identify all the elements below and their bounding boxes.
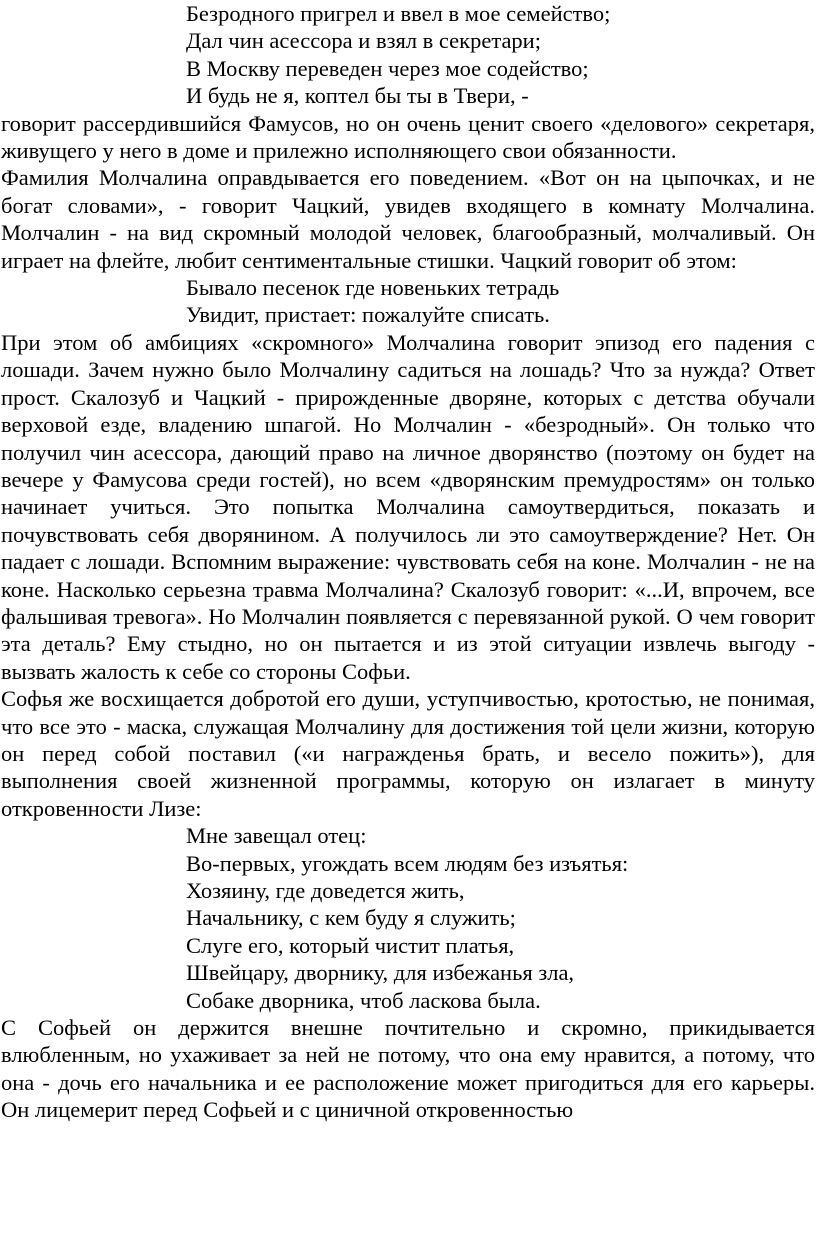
verse-line: Дал чин асессора и взял в секретари; bbox=[186, 28, 541, 54]
verse-quote-molchalin bbox=[0, 822, 816, 1014]
paragraph-sofia: Софья же восхищается добротой его души, уступчивостью, кротостью, не понимая, что все это - маска, служащая Молчалину для достижения той цели жизни, которую он перед собой поставил («и награжденья брать, и весело пожить»), для выполнения своей жизненной программы, которую он излагает в минуту откровенности Лизе: bbox=[1, 686, 815, 821]
verse-line: Хозяину, где доведется жить, bbox=[186, 878, 465, 903]
verse-line: Начальнику, с кем буду я служить; bbox=[186, 905, 516, 931]
verse-quote-chatsky bbox=[0, 274, 816, 329]
paragraph-ambitions: При этом об амбициях «скромного» Молчалина говорит эпизод его падения с лошади. Зачем нужно было Молчалину садиться на лошадь? Что за нужда? Ответ прост. Скалозуб и Чацкий - прирожденные дворяне, которых с детства обучали верховой езде, владению шпагой. Но Молчалин - «безродный». Он только что получил чин асессора, дающий право на личное дворянство (поэтому он будет на вечере у Фамусова среди гостей), но всем «дворянским премудростям» он только начинает учиться. Это попытка Молчалина самоутвердиться, показать и почувствовать себя дворянином. А получилось ли это самоутверждение? Нет. Он падает с лошади. Вспомним выражение: чувствовать себя на коне. Молчалин - не на коне. Насколько серьезна травма Молчалина? Скалозуб говорит: «...И, впрочем, все фальшивая тревога». Но Молчалин появляется с перевязанной рукой. О чем говорит эта деталь? Ему стыдно, но он пытается и из этой ситуации извлечь выгоду - вызвать жалость к себе со стороны Софьи. bbox=[1, 329, 815, 684]
verse-line: Швейцару, дворнику, для избежанья зла, bbox=[186, 960, 575, 986]
paragraph-hypocrisy: С Софьей он держится внешне почтительно и скромно, прикидывается влюбленным, но ухаживает за ней не потому, что она ему нравится, а потому, что она - дочь его начальника и ее расположение может пригодиться для его карьеры. Он лицемерит перед Софьей и с циничной откровенностью bbox=[1, 1015, 815, 1123]
verse-line: И будь не я, коптел бы ты в Твери, - bbox=[186, 83, 529, 109]
verse-line: Мне завещал отец: bbox=[186, 823, 367, 849]
verse-line: Слуге его, который чистит платья, bbox=[186, 932, 515, 958]
verse-quote-famusov bbox=[0, 0, 816, 110]
verse-line: Бывало песенок где новеньких тетрадь bbox=[186, 275, 560, 301]
verse-line: Увидит, пристает: пожалуйте списать. bbox=[186, 302, 550, 328]
verse-line: В Москву переведен через мое содейство; bbox=[186, 55, 589, 81]
verse-line: Безродного пригрел и ввел в мое семейство; bbox=[186, 1, 611, 26]
paragraph-famusov-comment: говорит рассердившийся Фамусов, но он очень ценит своего «делового» секретаря, живущего у него в доме и прилежно исполняющего свои обязанности. bbox=[1, 110, 815, 164]
paragraph-molchalin-name: Фамилия Молчалина оправдывается его поведением. «Вот он на цыпочках, и не богат словами», - говорит Чацкий, увидев входящего в комнату Молчалина. Молчалин - на вид скромный молодой человек, благообразный, молчаливый. Он играет на флейте, любит сентиментальные стишки. Чацкий говорит об этом: bbox=[1, 165, 815, 273]
verse-line: Собаке дворника, чтоб ласкова была. bbox=[186, 987, 541, 1013]
verse-line: Во-первых, угождать всем людям без изъятья: bbox=[186, 850, 629, 876]
